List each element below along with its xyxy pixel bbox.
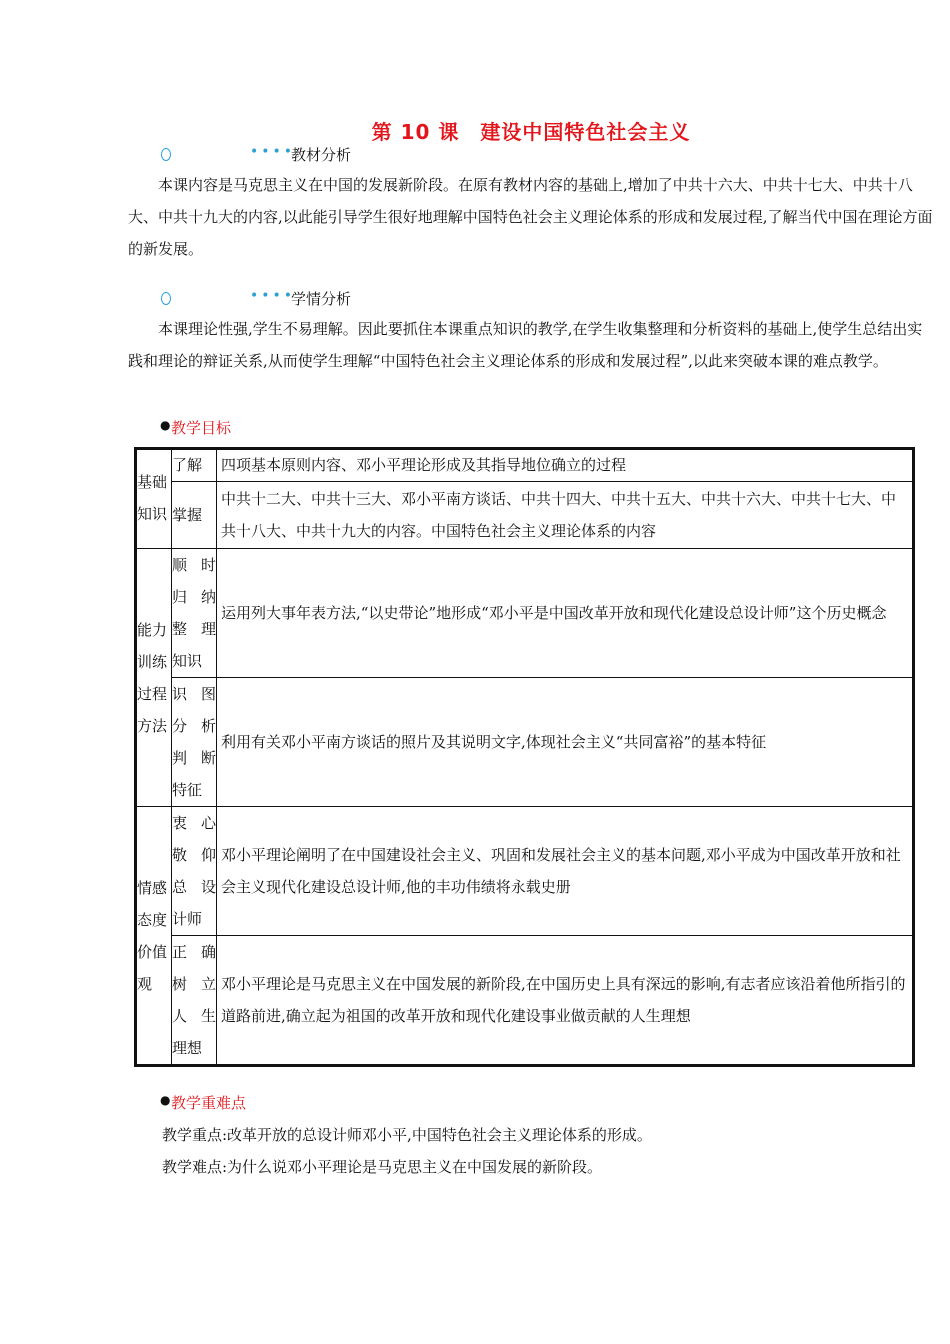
page-title: 第 10 课 建设中国特色社会主义 xyxy=(371,120,691,144)
table-text-cell: 利用有关邓小平南方谈话的照片及其说明文字,体现社会主义“共同富裕”的基本特征 xyxy=(217,678,915,807)
bullet-icon: ● xyxy=(160,418,171,432)
table-text-cell: 四项基本原则内容、邓小平理论形成及其指导地位确立的过程 xyxy=(217,448,915,482)
paragraph-jiaocai: 本课内容是马克思主义在中国的发展新阶段。在原有教材内容的基础上,增加了中共十六大、中共十七大、中共十八大、中共十九大的内容,以此能引导学生很好地理解中国特色社会主义理论体系的形成和发展过程,了解当代中国在理论方面的新发展。 xyxy=(128,176,933,258)
circle-icon xyxy=(161,148,171,161)
table-text-cell: 邓小平理论是马克思主义在中国发展的新阶段,在中国历史上具有深远的影响,有志者应该沿着他所指引的道路前进,确立起为祖国的改革开放和现代化建设事业做贡献的人生理想 xyxy=(217,936,915,1065)
table-text-cell: 运用列大事年表方法,“以史带论”地形成“邓小平是中国改革开放和现代化建设总设计师”这个历史概念 xyxy=(217,549,915,678)
table-text-cell: 中共十二大、中共十三大、邓小平南方谈话、中共十四大、中共十五大、中共十六大、中共十七大、中共十八大、中共十九大的内容。中国特色社会主义理论体系的内容 xyxy=(217,482,915,549)
table-group-cell: 能力训练过程方法 xyxy=(135,549,172,807)
section-label-jiaocai: 教材分析 xyxy=(291,146,352,164)
goals-table xyxy=(134,447,915,1065)
dots-icon: •••• xyxy=(250,144,296,160)
section-label-mubiao: 教学目标 xyxy=(171,419,232,437)
table-label-cell: 正确树立人生理想 xyxy=(172,936,217,1065)
key-point-text: 教学重点:改革开放的总设计师邓小平,中国特色社会主义理论体系的形成。 xyxy=(162,1126,652,1144)
table-group-cell: 情感态度价值观 xyxy=(135,807,172,1065)
table-label-cell: 顺时归纳整理知识 xyxy=(172,549,217,678)
bullet-icon: ● xyxy=(160,1093,171,1107)
dots-icon: •••• xyxy=(250,288,296,304)
section-label-xueqing: 学情分析 xyxy=(291,290,352,308)
table-label-cell: 衷心敬仰总设计师 xyxy=(172,807,217,936)
table-group-cell: 基础知识 xyxy=(135,448,172,549)
table-label-cell: 了解 xyxy=(172,448,217,482)
table-label-cell: 识图分析判断特征 xyxy=(172,678,217,807)
difficult-point-text: 教学难点:为什么说邓小平理论是马克思主义在中国发展的新阶段。 xyxy=(162,1158,603,1176)
circle-icon xyxy=(161,292,171,305)
section-label-zhongnan: 教学重难点 xyxy=(171,1094,247,1112)
table-label-cell: 掌握 xyxy=(172,482,217,549)
paragraph-xueqing: 本课理论性强,学生不易理解。因此要抓住本课重点知识的教学,在学生收集整理和分析资料的基础上,使学生总结出实践和理论的辩证关系,从而使学生理解“中国特色社会主义理论体系的形成和发展过程”,以此来突破本课的难点教学。 xyxy=(128,320,923,370)
table-text-cell: 邓小平理论阐明了在中国建设社会主义、巩固和发展社会主义的基本问题,邓小平成为中国改革开放和社会主义现代化建设总设计师,他的丰功伟绩将永载史册 xyxy=(217,807,915,936)
